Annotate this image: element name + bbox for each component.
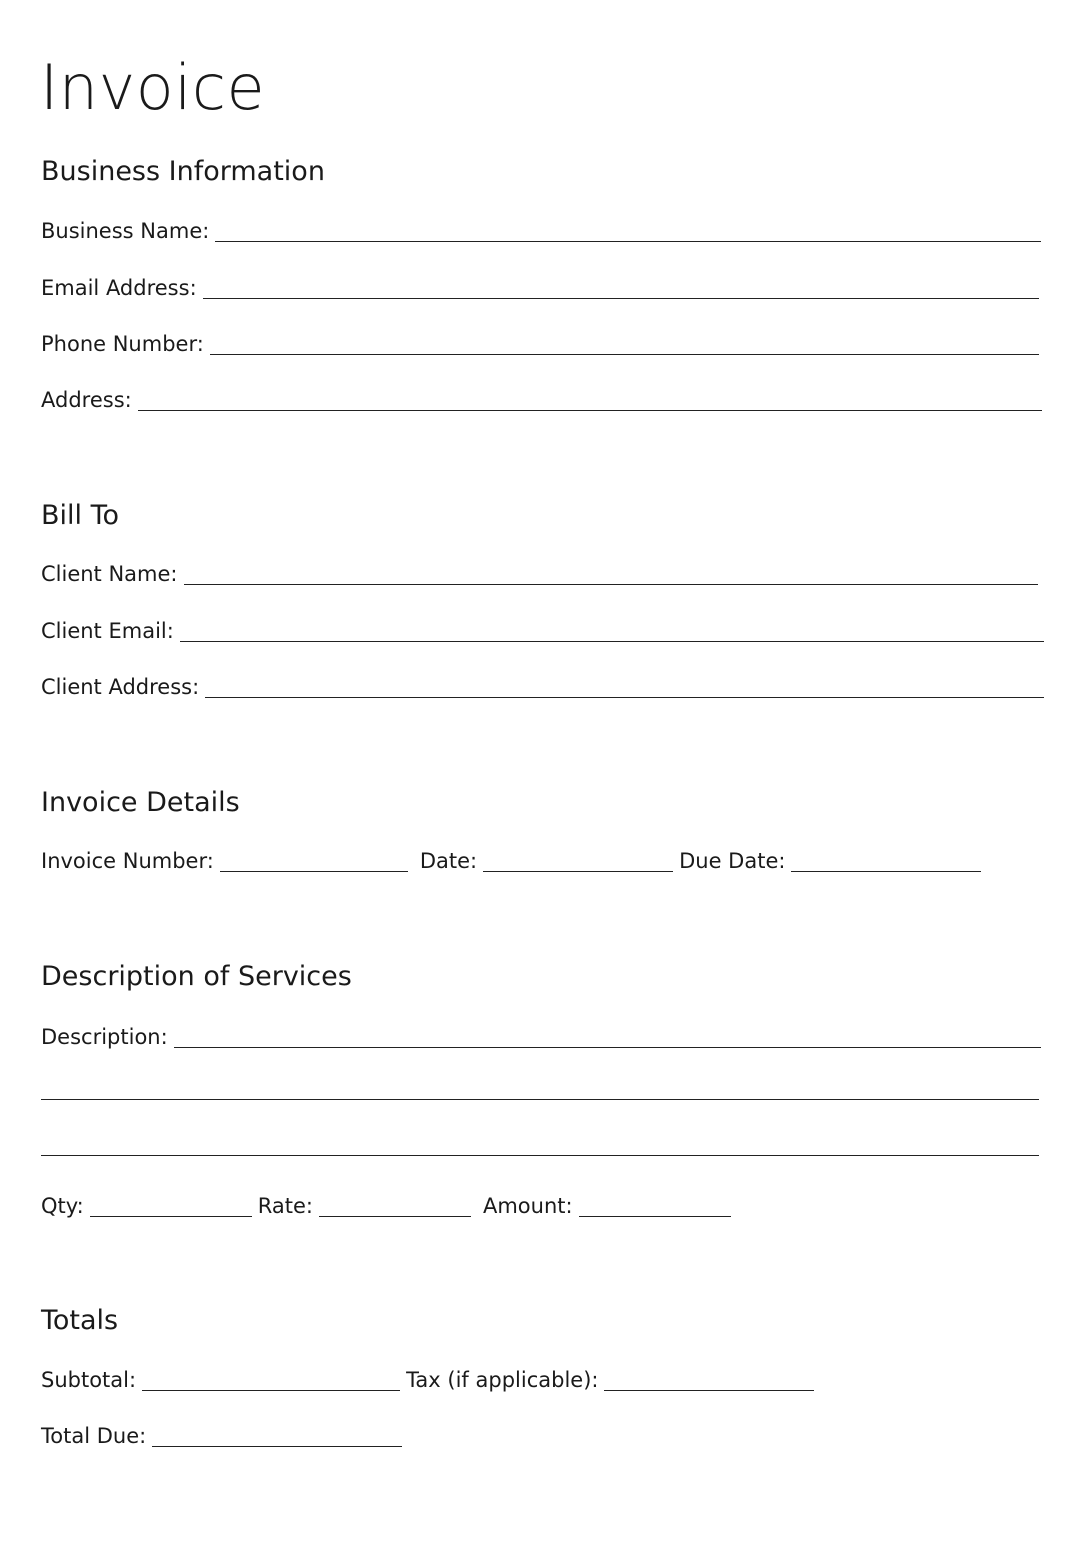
qty-field[interactable] — [90, 1194, 252, 1217]
qty-rate-amount-row — [41, 1185, 731, 1219]
invoice-details-row — [41, 840, 981, 874]
invoice-number-label: Invoice Number: — [41, 849, 214, 873]
tax-label: Tax (if applicable): — [406, 1368, 599, 1392]
date-label: Date: — [419, 849, 478, 873]
email-address-field[interactable] — [203, 276, 1039, 299]
client-address-label: Client Address: — [41, 675, 200, 699]
subtotal-label: Subtotal: — [41, 1368, 137, 1392]
client-name-label: Client Name: — [41, 562, 178, 586]
rate-field[interactable] — [319, 1194, 471, 1217]
address-field[interactable] — [138, 388, 1042, 411]
amount-field[interactable] — [579, 1194, 731, 1217]
client-name-field[interactable] — [184, 562, 1039, 585]
totals-heading: Totals — [41, 1305, 119, 1336]
description-of-services-heading: Description of Services — [41, 961, 352, 992]
subtotal-field[interactable] — [142, 1368, 400, 1391]
email-address-label: Email Address: — [41, 276, 197, 300]
invoice-details-heading: Invoice Details — [41, 787, 240, 818]
qty-label: Qty: — [41, 1194, 84, 1218]
amount-label: Amount: — [482, 1194, 573, 1218]
total-due-field[interactable] — [152, 1424, 402, 1447]
address-row — [41, 379, 1042, 413]
client-name-row — [41, 553, 1038, 587]
description-label: Description: — [41, 1025, 168, 1049]
description-line-2[interactable] — [41, 1099, 1039, 1100]
phone-number-row — [41, 323, 1039, 357]
description-line-3[interactable] — [41, 1155, 1039, 1156]
bill-to-heading: Bill To — [41, 500, 120, 531]
business-name-label: Business Name: — [41, 219, 210, 243]
business-name-field[interactable] — [215, 219, 1041, 242]
description-field[interactable] — [174, 1025, 1041, 1048]
page-title: Invoice — [40, 51, 266, 124]
tax-field[interactable] — [604, 1368, 814, 1391]
total-due-row — [41, 1415, 402, 1449]
client-email-label: Client Email: — [41, 619, 174, 643]
due-date-label: Due Date: — [679, 849, 786, 873]
invoice-number-field[interactable] — [220, 849, 408, 872]
email-address-row — [41, 267, 1039, 301]
phone-number-label: Phone Number: — [41, 332, 204, 356]
description-row — [41, 1016, 1041, 1050]
total-due-label: Total Due: — [41, 1424, 147, 1448]
phone-number-field[interactable] — [210, 332, 1039, 355]
due-date-field[interactable] — [791, 849, 981, 872]
date-field[interactable] — [483, 849, 673, 872]
client-email-field[interactable] — [180, 619, 1044, 642]
business-information-heading: Business Information — [41, 156, 325, 187]
client-address-row — [41, 666, 1044, 700]
client-address-field[interactable] — [205, 675, 1044, 698]
business-name-row — [41, 210, 1041, 244]
rate-label: Rate: — [257, 1194, 313, 1218]
address-label: Address: — [41, 388, 132, 412]
client-email-row — [41, 610, 1044, 644]
subtotal-tax-row — [41, 1359, 814, 1393]
